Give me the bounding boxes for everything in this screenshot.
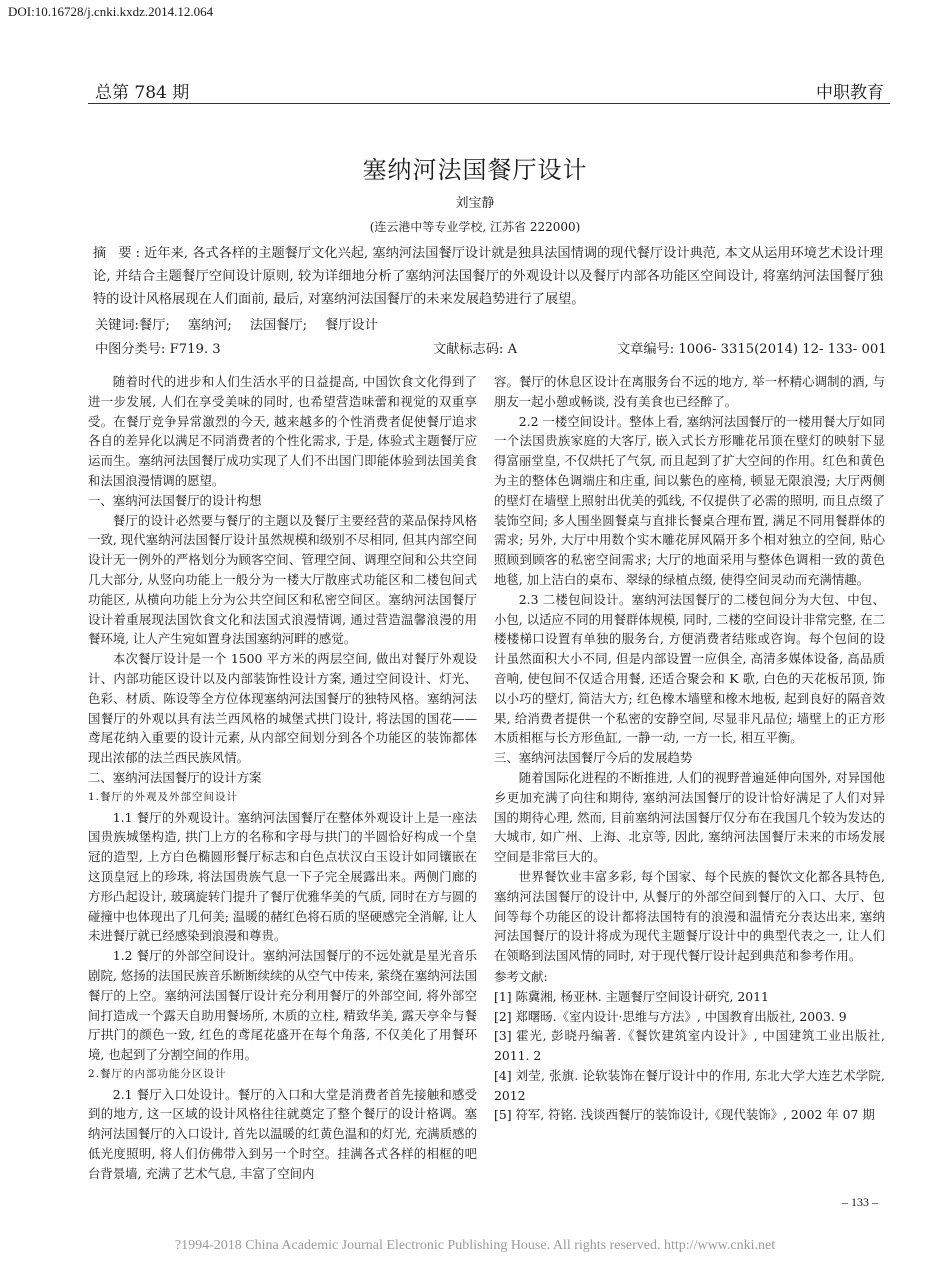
abstract [93,242,883,311]
copyright-footer: ?1994-2018 China Academic Journal Electronic Publishing House. All rights reserved. http://www.cnki.net [174,1238,776,1253]
left-column [88,372,477,1184]
paragraph: 2.2 一楼空间设计。整体上看, 塞纳河法国餐厅的一楼用餐大厅如同一个法国贵族家庭的大客厅, 嵌入式长方形雕花吊顶在壁灯的映射下显得富丽堂皇, 不仅烘托了气氛, 而且起到了扩大空间的作用。红色和黄色为主的整体色调端庄和庄重, 间以紫色的座椅, 顿显无限浪漫; 大厅两侧的壁灯在墙壁上照射出优美的弧线, 不仅提供了必需的照明, 而且点缀了装饰空间; 多人围坐圆餐桌与直排长餐桌合理布置, 满足不同用餐群体的需求; 另外, 大厅中用数个实木雕花屏风隔开多个相对独立的空间, 贴心照顾到顾客的私密空间需求; 大厅的地面采用与整体色调相一致的黄色地毯, 加上洁白的桌布、翠绿的绿植点缀, 使得空间灵动而充满情趣。 [494,413,885,587]
reference-item: [4] 刘莹, 张旗. 论软装饰在餐厅设计中的作用, 东北大学大连艺术学院, 2012 [494,1067,885,1103]
paragraph: 餐厅的设计必然要与餐厅的主题以及餐厅主要经营的菜品保持风格一致, 现代塞纳河法国餐厅设计虽然规模和级别不尽相同, 但其内部空间设计无一例外的严格划分为顾客空间、管理空间、调理空间和公共空间几大部分, 从竖向功能上一般分为一楼大厅散座式功能区和二楼包间式功能区, 从横向功能上分为公共空间区和私密空间区。塞纳河法国餐厅设计着重展现法国饮食文化和法国式浪漫情调, 通过营造温馨浪漫的用餐环境, 让人产生宛如置身法国塞纳河畔的感觉。 [88,512,477,647]
paragraph: 1.2 餐厅的外部空间设计。塞纳河法国餐厅的不远处就是星光音乐剧院, 悠扬的法国民族音乐断断续续的从空气中传来, 萦绕在塞纳河法国餐厅的上空。塞纳河法国餐厅设计充分利用餐厅的外部空间, 将外部空间打造成一个露天自助用餐场所, 木质的立柱, 精致华美, 露天亭伞与餐厅拱门的颜色一致, 红色的鸢尾花盛开在每个角落, 不仅美化了用餐环境, 也起到了分割空间的作用。 [88,948,477,1063]
keyword: 餐厅; [139,318,170,333]
affiliation: (连云港中等专业学校, 江苏省 222000) [369,220,581,234]
clc-number: 中图分类号: F719. 3 [95,342,221,357]
paragraph: 随着时代的进步和人们生活水平的日益提高, 中国饮食文化得到了进一步发展, 人们在享受美味的同时, 也希望营造味蕾和视觉的双重享受。在餐厅竞争异常激烈的今天, 越来越多的个性消费者促使餐厅追求各自的差异化以满足不同消费者的个性化需求, 于是, 体验式主题餐厅应运而生。塞纳河法国餐厅成功实现了人们不出国门即能体验到法国美食和法国浪漫情调的愿望。 [88,374,477,488]
keyword: 塞纳河; [187,318,232,333]
header-divider [88,103,890,104]
reference-item: [3] 霍光, 彭晓丹编著.《餐饮建筑室内设计》, 中国建筑工业出版社, 2011. 2 [494,1028,885,1064]
paragraph: 本次餐厅设计是一个 1500 平方米的两层空间, 做出对餐厅外观设计、内部功能区设计以及内部装饰性设计方案, 通过空间设计、灯光、色彩、材质、陈设等全方位体现塞纳河法国餐厅的独特风格。塞纳河法国餐厅的外观以具有法兰西风格的城堡式拱门设计, 将法国的国花——鸢尾花纳入重要的设计元素, 从内部空间划分到各个功能区的装饰都体现出浓郁的法兰西民族风情。 [88,651,477,766]
section-heading: 二、塞纳河法国餐厅的设计方案 [88,769,262,785]
keyword: 餐厅设计 [325,318,378,333]
article-number: 文章编号: 1006- 3315(2014) 12- 133- 001 [617,342,887,357]
article-title: 塞纳河法国餐厅设计 [362,156,588,184]
document-code: 文献标志码: A [433,342,518,357]
abstract-label: 摘 要: [93,246,145,261]
reference-item: [1] 陈冀湘, 杨亚林. 主题餐厅空间设计研究, 2011 [494,988,769,1004]
journal-section: 中职教育 [816,83,884,103]
abstract-text: 近年来, 各式各样的主题餐厅文化兴起, 塞纳河法国餐厅设计就是独具法国情调的现代餐厅设计典范, 本文从运用环境艺术设计理论, 并结合主题餐厅空间设计原则, 较为详细地分析了塞纳河法国餐厅的外观设计以及餐厅内部各功能区空间设计, 将塞纳河法国餐厅独特的设计风格展现在人们面前, 最后, 对塞纳河法国餐厅的未来发展趋势进行了展望。 [93,246,883,307]
doi-line: DOI:10.16728/j.cnki.kxdz.2014.12.064 [8,4,214,19]
section-heading: 一、塞纳河法国餐厅的设计构想 [88,492,262,508]
paragraph: 2.1 餐厅入口处设计。餐厅的入口和大堂是消费者首先接触和感受到的地方, 这一区域的设计风格往往就奠定了整个餐厅的设计格调。塞纳河法国餐厅的入口设计, 首先以温暖的红黄色温和的灯光, 充满质感的低光度照明, 将人们仿佛带入到另一个时空。挂满各式各样的相框的吧台背景墙, 充满了艺术气息, 丰富了空间内 [88,1086,477,1181]
author: 刘宝静 [455,196,495,211]
keywords [95,314,396,333]
paragraph: 容。餐厅的休息区设计在离服务台不远的地方, 举一杯精心调制的酒, 与朋友一起小憩或畅谈, 没有美食也已经醉了。 [494,374,885,409]
subsection-heading: 1.餐厅的外观及外部空间设计 [88,790,239,803]
keywords-label: 关键词: [95,318,140,333]
keyword: 法国餐厅; [249,318,308,333]
paragraph: 世界餐饮业丰富多彩, 每个国家、每个民族的餐饮文化都各具特色, 塞纳河法国餐厅的设计中, 从餐厅的外部空间到餐厅的入口、大厅、包间等每个功能区的设计都将法国特有的浪漫和温情充分表达出来, 塞纳河法国餐厅的设计将成为现代主题餐厅设计中的典型代表之一, 让人们在领略到法国风情的同时, 对于现代餐厅设计起到典范和参考作用。 [494,868,885,964]
subsection-heading: 2.餐厅的内部功能分区设计 [88,1067,227,1080]
section-heading: 三、塞纳河法国餐厅今后的发展趋势 [494,750,693,766]
reference-item: [2] 郑曙旸.《室内设计·思维与方法》, 中国教育出版社, 2003. 9 [494,1008,847,1024]
references-heading: 参考文献: [494,968,548,984]
paragraph: 2.3 二楼包间设计。塞纳河法国餐厅的二楼包间分为大包、中包、小包, 以适应不同的用餐群体规模, 同时, 二楼的空间设计非常完整, 在二楼楼梯口设置有单独的服务台, 方便消费者结账或咨询。每个包间的设计虽然面积大小不同, 但是内部设置一应俱全, 高清多媒体设备, 高品质音响, 使包间不仅适合用餐, 还适合聚会和 K 歌, 白色的天花板吊顶, 饰以小巧的壁灯, 简洁大方; 红色橡木墙壁和橡木地板, 起到良好的隔音效果, 给消费者提供一个私密的安静空间, 尽显非凡品位; 墙壁上的正方形木质相框与长方形鱼缸, 一静一动, 一方一长, 相互平衡。 [494,591,885,746]
page-number: – 133 – [842,1195,878,1209]
reference-item: [5] 符军, 符铭. 浅谈西餐厅的装饰设计,《现代装饰》, 2002 年 07 期 [494,1107,875,1123]
paragraph: 1.1 餐厅的外观设计。塞纳河法国餐厅在整体外观设计上是一座法国贵族城堡构造, 拱门上方的名称和字母与拱门的半圆恰好构成一个皇冠的造型, 上方白色椭圆形餐厅标志和白色点状汉白玉设计如同镶嵌在这顶皇冠上的珍珠, 将法国贵族气息一下子完全展露出来。两侧门廊的方形凸起设计, 玻璃旋转门提升了餐厅优雅华美的气质, 同时在方与圆的碰撞中也体现出了几何美; 温暖的赭红色将石质的坚硬感完全消解, 让人未进餐厅就已经感染到浪漫和尊贵。 [88,809,477,944]
paragraph: 随着国际化进程的不断推进, 人们的视野普遍延伸向国外, 对异国他乡更加充满了向往和期待, 塞纳河法国餐厅的设计恰好满足了人们对异国的期待心理, 然而, 目前塞纳河法国餐厅仅分布在我国几个较为发达的大城市, 如广州、上海、北京等, 因此, 塞纳河法国餐厅未来的市场发展空间是非常巨大的。 [494,769,885,865]
right-column [494,372,885,1125]
issue-number: 总第 784 期 [95,83,190,103]
